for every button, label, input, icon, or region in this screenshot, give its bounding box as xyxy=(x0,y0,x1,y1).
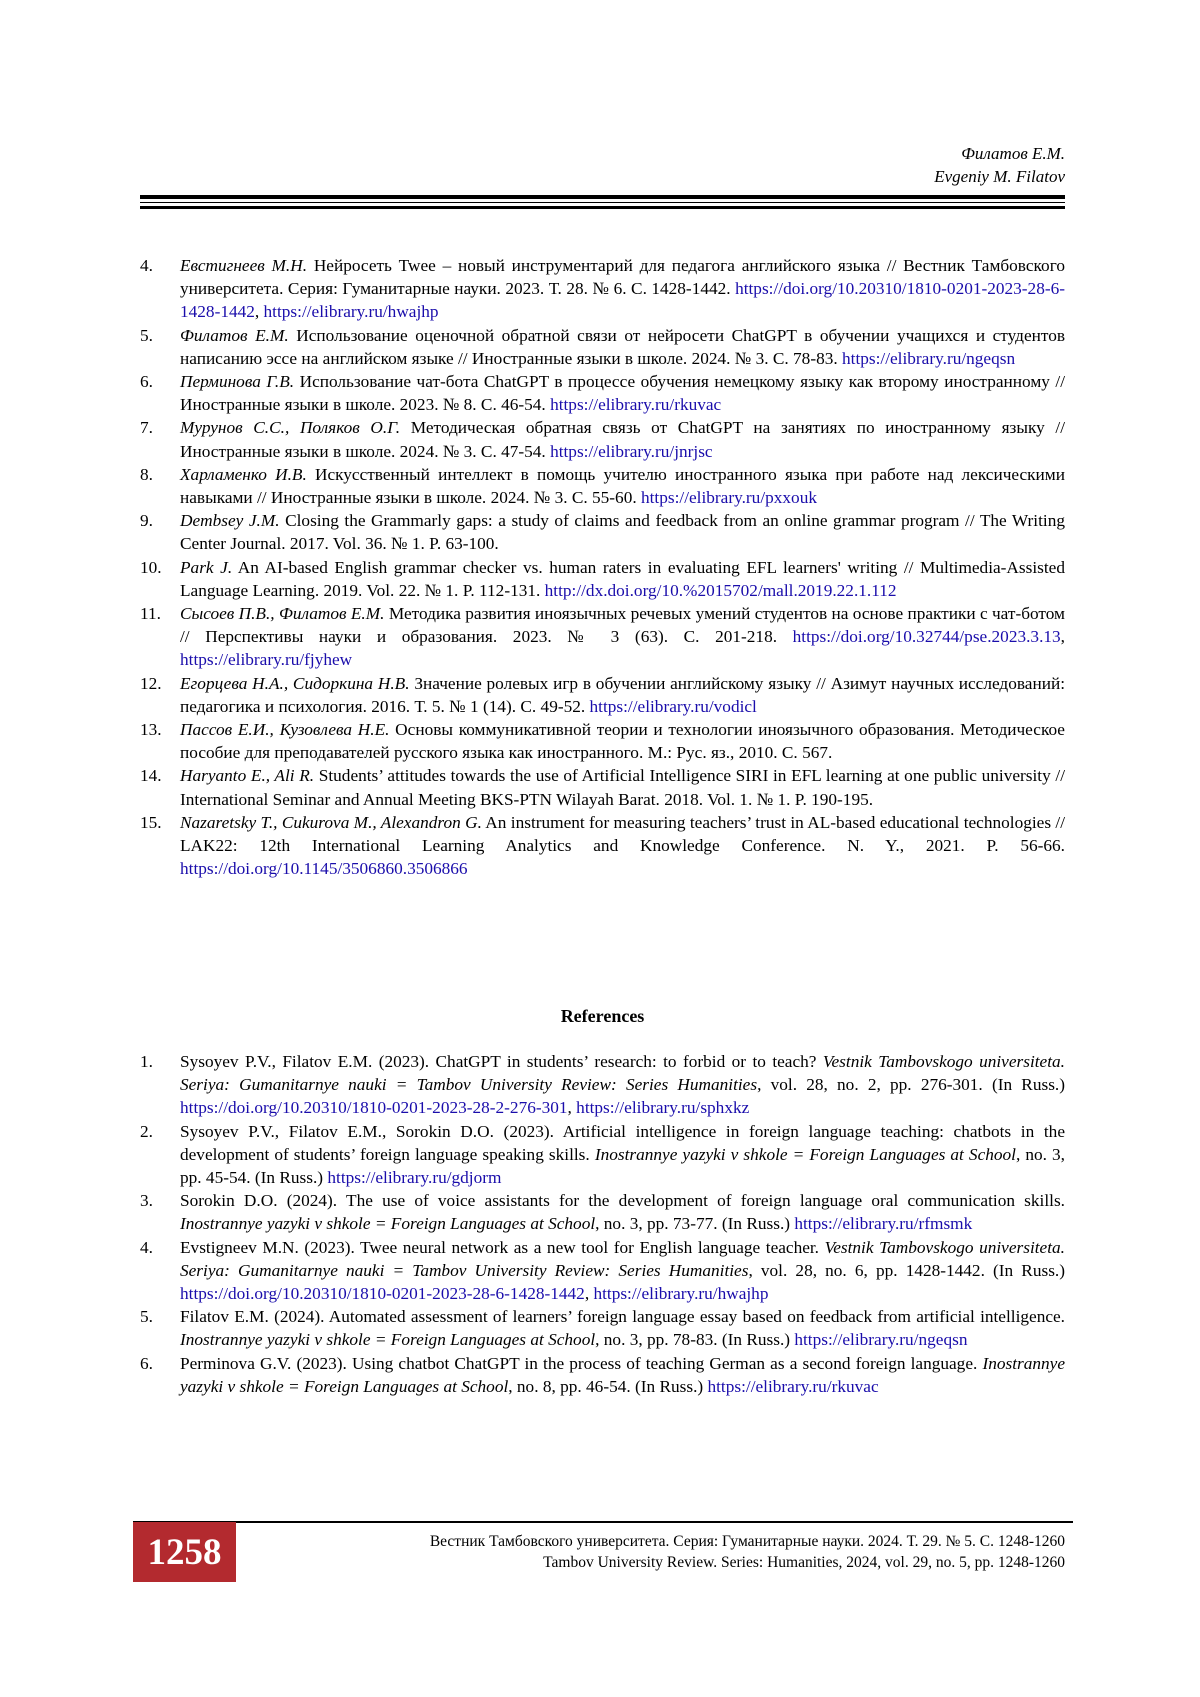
reference-text: Искусственный интеллект в помощь учителю иностранного языка при работе над лексическими навыками // Иностранные языки в школе. 2024. № 3. С. 55-60. xyxy=(180,464,1065,508)
references-heading: References xyxy=(560,1006,645,1026)
reference-link[interactable]: https://elibrary.ru/gdjorm xyxy=(327,1168,502,1188)
reference-link[interactable]: https://elibrary.ru/hwajhp xyxy=(593,1284,769,1304)
reference-text: Sysoyev P.V., Filatov E.M., Sorokin D.O. (2023). Artificial intelligence in foreign language teaching: chatbots in the development of students’ foreign language speaking skills. xyxy=(180,1121,1065,1164)
reference-number: 14. xyxy=(140,766,162,786)
reference-number: 5. xyxy=(140,325,153,345)
header-author-ru: Филатов Е.М. xyxy=(961,144,1065,163)
reference-item xyxy=(140,556,1065,602)
reference-number: 5. xyxy=(140,1307,153,1327)
reference-list-ru xyxy=(140,254,1065,880)
reference-number: 11. xyxy=(140,604,161,624)
footer-journal-ru: Вестник Тамбовского университета. Серия: Гуманитарные науки. 2024. Т. 29. № 5. С. 1248-1260 xyxy=(429,1533,1065,1550)
reference-text: An AI-based English grammar checker vs. human raters in evaluating EFL learners' writing // Multimedia-Assisted Language Learning. 2019. Vol. 22. № 1. P. 112-131. xyxy=(180,557,1065,600)
reference-authors: Филатов Е.М. xyxy=(180,325,289,345)
reference-text: , no. 3, pp. 78-83. (In Russ.) xyxy=(595,1330,795,1350)
reference-item xyxy=(140,764,1065,810)
reference-link[interactable]: https://elibrary.ru/ngeqsn xyxy=(842,348,1016,368)
reference-text: Значение ролевых игр в обучении английскому языку // Азимут научных исследований: педагогика и психология. 2016. Т. 5. № 1 (14). С. 49-52. xyxy=(180,673,1065,716)
reference-text: Closing the Grammarly gaps: a study of claims and feedback from an online grammar program // The Writing Center Journal. 2017. Vol. 36. № 1. P. 63-100. xyxy=(180,511,1065,554)
reference-number: 1. xyxy=(140,1052,153,1071)
reference-item xyxy=(140,1189,1065,1235)
reference-link[interactable]: https://elibrary.ru/rfmsmk xyxy=(794,1214,973,1234)
reference-authors: Park J. xyxy=(180,557,233,577)
reference-text: , xyxy=(584,1284,594,1304)
reference-link[interactable]: http://dx.doi.org/10.%2015702/mall.2019.22.1.112 xyxy=(544,580,897,600)
reference-text: , no. 3, pp. 73-77. (In Russ.) xyxy=(595,1214,795,1234)
reference-item xyxy=(140,463,1065,509)
reference-item xyxy=(140,718,1065,764)
reference-link[interactable]: https://doi.org/10.1145/3506860.3506866 xyxy=(180,859,468,879)
reference-text: Использование чат-бота ChatGPT в процессе обучения немецкому языку как второму иностранному // Иностранные языки в школе. 2023. № 8. С. 46-54. xyxy=(180,372,1065,415)
reference-item xyxy=(140,416,1065,462)
reference-text: Методическая обратная связь от ChatGPT на занятиях по иностранному языку // Иностранные языки в школе. 2024. № 3. С. 47-54. xyxy=(180,418,1065,461)
reference-text: , xyxy=(567,1098,577,1118)
reference-link[interactable]: https://elibrary.ru/vodicl xyxy=(589,696,757,716)
reference-text: , vol. 28, no. 2, pp. 276-301. (In Russ.) xyxy=(757,1075,1065,1095)
reference-item xyxy=(140,324,1065,370)
reference-authors: Харламенко И.В. xyxy=(180,464,307,484)
reference-link[interactable]: https://doi.org/10.20310/1810-0201-2023-28-6-1428-1442 xyxy=(180,279,1065,322)
reference-text: Основы коммуникативной теории и технологии иноязычного образования. Методическое пособие для преподавателей русского языка как иностранного. М.: Рус. яз., 2010. С. 567. xyxy=(180,720,1065,763)
footer-journal-en: Tambov University Review. Series: Humanities, 2024, vol. 29, no. 5, pp. 1248-1260 xyxy=(543,1554,1065,1571)
reference-authors: Сысоев П.В., Филатов Е.М. xyxy=(180,604,385,624)
reference-link[interactable]: https://doi.org/10.20310/1810-0201-2023-28-6-1428-1442 xyxy=(180,1284,585,1304)
reference-number: 6. xyxy=(140,1353,153,1373)
reference-number: 3. xyxy=(140,1191,153,1211)
reference-authors: Евстигнеев М.Н. xyxy=(180,256,308,275)
reference-number: 7. xyxy=(140,418,153,438)
reference-journal-title: Inostrannye yazyki v shkole = Foreign Languages at School xyxy=(594,1144,1016,1164)
reference-text: Использование оценочной обратной связи от нейросети ChatGPT в обучении учащихся и студентов написанию эссе на английском языке // Иностранные языки в школе. 2024. № 3. С. 78-83. xyxy=(180,325,1066,368)
header-author-en: Evgeniy M. Filatov xyxy=(934,167,1065,186)
reference-journal-title: Inostrannye yazyki v shkole = Foreign Languages at School xyxy=(180,1214,596,1234)
reference-link[interactable]: https://doi.org/10.20310/1810-0201-2023-28-2-276-301 xyxy=(180,1098,568,1118)
reference-text: Perminova G.V. (2023). Using chatbot ChatGPT in the process of teaching German as a second foreign language. xyxy=(180,1353,983,1373)
reference-item xyxy=(140,672,1065,718)
reference-number: 9. xyxy=(140,511,153,531)
reference-journal-title: Vestnik Tambovskogo universiteta. Seriya: Gumanitarnye nauki = Tambov University Review: Series Humanities xyxy=(180,1052,1065,1095)
header-rule-thick xyxy=(140,195,1065,199)
reference-text: Sysoyev P.V., Filatov E.M. (2023). ChatGPT in students’ research: to forbid or to teach? xyxy=(180,1052,823,1071)
reference-authors: Мурунов С.С., Поляков О.Г. xyxy=(180,418,401,438)
reference-link[interactable]: https://doi.org/10.32744/pse.2023.3.13 xyxy=(792,627,1061,647)
reference-text: , no. 3, pp. 45-54. (In Russ.) xyxy=(180,1144,1065,1188)
reference-journal-title: Inostrannye yazyki v shkole = Foreign Languages at School xyxy=(180,1330,596,1350)
reference-authors: Пассов Е.И., Кузовлева Н.Е. xyxy=(180,720,390,740)
reference-item xyxy=(140,811,1065,881)
reference-text: Методика развития иноязычных речевых умений студентов на основе практики с чат-ботом // Перспективы науки и образования. 2023. № 3 (63). С. 201-218. xyxy=(180,604,1065,647)
reference-authors: Егорцева Н.А., Сидоркина Н.В. xyxy=(180,673,410,693)
reference-number: 2. xyxy=(140,1121,153,1141)
reference-text: , no. 8, pp. 46-54. (In Russ.) xyxy=(508,1376,708,1396)
reference-item xyxy=(140,509,1065,555)
reference-journal-title: Vestnik Tambovskogo universiteta. Seriya: Gumanitarnye nauki = Tambov University Review: Series Humanities xyxy=(180,1237,1065,1280)
running-header xyxy=(934,142,1065,188)
reference-number: 4. xyxy=(140,256,153,275)
reference-number: 13. xyxy=(140,720,162,740)
reference-item xyxy=(140,1120,1065,1190)
reference-authors: Dembsey J.M. xyxy=(180,511,280,531)
reference-item xyxy=(140,1305,1065,1351)
reference-link[interactable]: https://elibrary.ru/rkuvac xyxy=(707,1376,879,1396)
header-rule-bottom xyxy=(140,206,1065,209)
reference-item: 11. Сысоев П.В., Филатов Е.М. Методика развития иноязычных речевых умений студентов на основе практики с чат-ботом // Перспективы науки и образования. 2023. № 3 (63). С. 201-218. https://doi.org/10.32744/pse.2023.3.13, https://elibrary.ru/fjyhew xyxy=(140,604,1065,670)
reference-number: 8. xyxy=(140,464,153,484)
reference-text: Evstigneev M.N. (2023). Twee neural network as a new tool for English language teacher. xyxy=(180,1237,825,1257)
reference-item xyxy=(140,370,1065,416)
reference-link[interactable]: https://elibrary.ru/hwajhp xyxy=(263,302,439,322)
reference-number: 12. xyxy=(140,673,162,693)
reference-number: 10. xyxy=(140,557,162,577)
reference-item xyxy=(140,1352,1065,1398)
footer-journal-info xyxy=(430,1531,1065,1573)
reference-authors: Перминова Г.В. xyxy=(180,372,295,392)
reference-text: An instrument for measuring teachers’ trust in AL-based educational technologies // LAK22: 12th International Learning Analytics and Knowledge Conference. N. Y., 2021. P. 56-66. xyxy=(180,812,1065,856)
reference-number: 15. xyxy=(140,812,162,832)
reference-item: 4. Евстигнеев М.Н. Нейросеть Twee – новый инструментарий для педагога английского языка // Вестник Тамбовского университета. Серия: Гуманитарные науки. 2023. Т. 28. № 6. С. 1428-1442. https://doi.org/10.20310/1810-0201-2023-28-6-1428-1442, https://elibrary.ru/hwajhp xyxy=(140,256,1065,322)
reference-link[interactable]: https://elibrary.ru/pxxouk xyxy=(640,488,817,508)
header-rule-thin xyxy=(140,202,1065,203)
reference-list-en xyxy=(140,1050,1065,1398)
reference-link[interactable]: https://elibrary.ru/ngeqsn xyxy=(794,1330,968,1350)
footer-rule xyxy=(133,1521,1073,1523)
reference-text: Sorokin D.O. (2024). The use of voice assistants for the development of foreign language oral communication skills. xyxy=(180,1191,1065,1211)
reference-text: Filatov E.M. (2024). Automated assessment of learners’ foreign language essay based on feedback from artificial intelligence. xyxy=(180,1307,1065,1327)
reference-link[interactable]: https://elibrary.ru/sphxkz xyxy=(576,1098,750,1118)
reference-text: Students’ attitudes towards the use of Artificial Intelligence SIRI in EFL learning at one public university // International Seminar and Annual Meeting BKS-PTN Wilayah Barat. 2018. Vol. 1. № 1. P. 190-195. xyxy=(180,766,1065,809)
reference-link[interactable]: https://elibrary.ru/rkuvac xyxy=(550,395,722,415)
reference-link[interactable]: https://elibrary.ru/fjyhew xyxy=(180,650,353,670)
reference-item xyxy=(140,1236,1065,1306)
reference-authors: Nazaretsky T., Cukurova M., Alexandron G. xyxy=(180,812,482,832)
reference-item xyxy=(140,1050,1065,1120)
reference-authors: Haryanto E., Ali R. xyxy=(180,766,315,786)
reference-text: , vol. 28, no. 6, pp. 1428-1442. (In Russ.) xyxy=(748,1260,1065,1280)
page-number-badge: 1258 xyxy=(133,1522,236,1582)
reference-number: 4. xyxy=(140,1237,153,1257)
reference-text: Нейросеть Twee – новый инструментарий для педагога английского языка // Вестник Тамбовского университета. Серия: Гуманитарные науки. 2023. Т. 28. № 6. С. 1428-1442. xyxy=(180,256,1065,299)
reference-journal-title: Inostrannye yazyki v shkole = Foreign Languages at School xyxy=(180,1353,1065,1396)
reference-link[interactable]: https://elibrary.ru/jnrjsc xyxy=(550,441,713,461)
reference-number: 6. xyxy=(140,372,153,392)
